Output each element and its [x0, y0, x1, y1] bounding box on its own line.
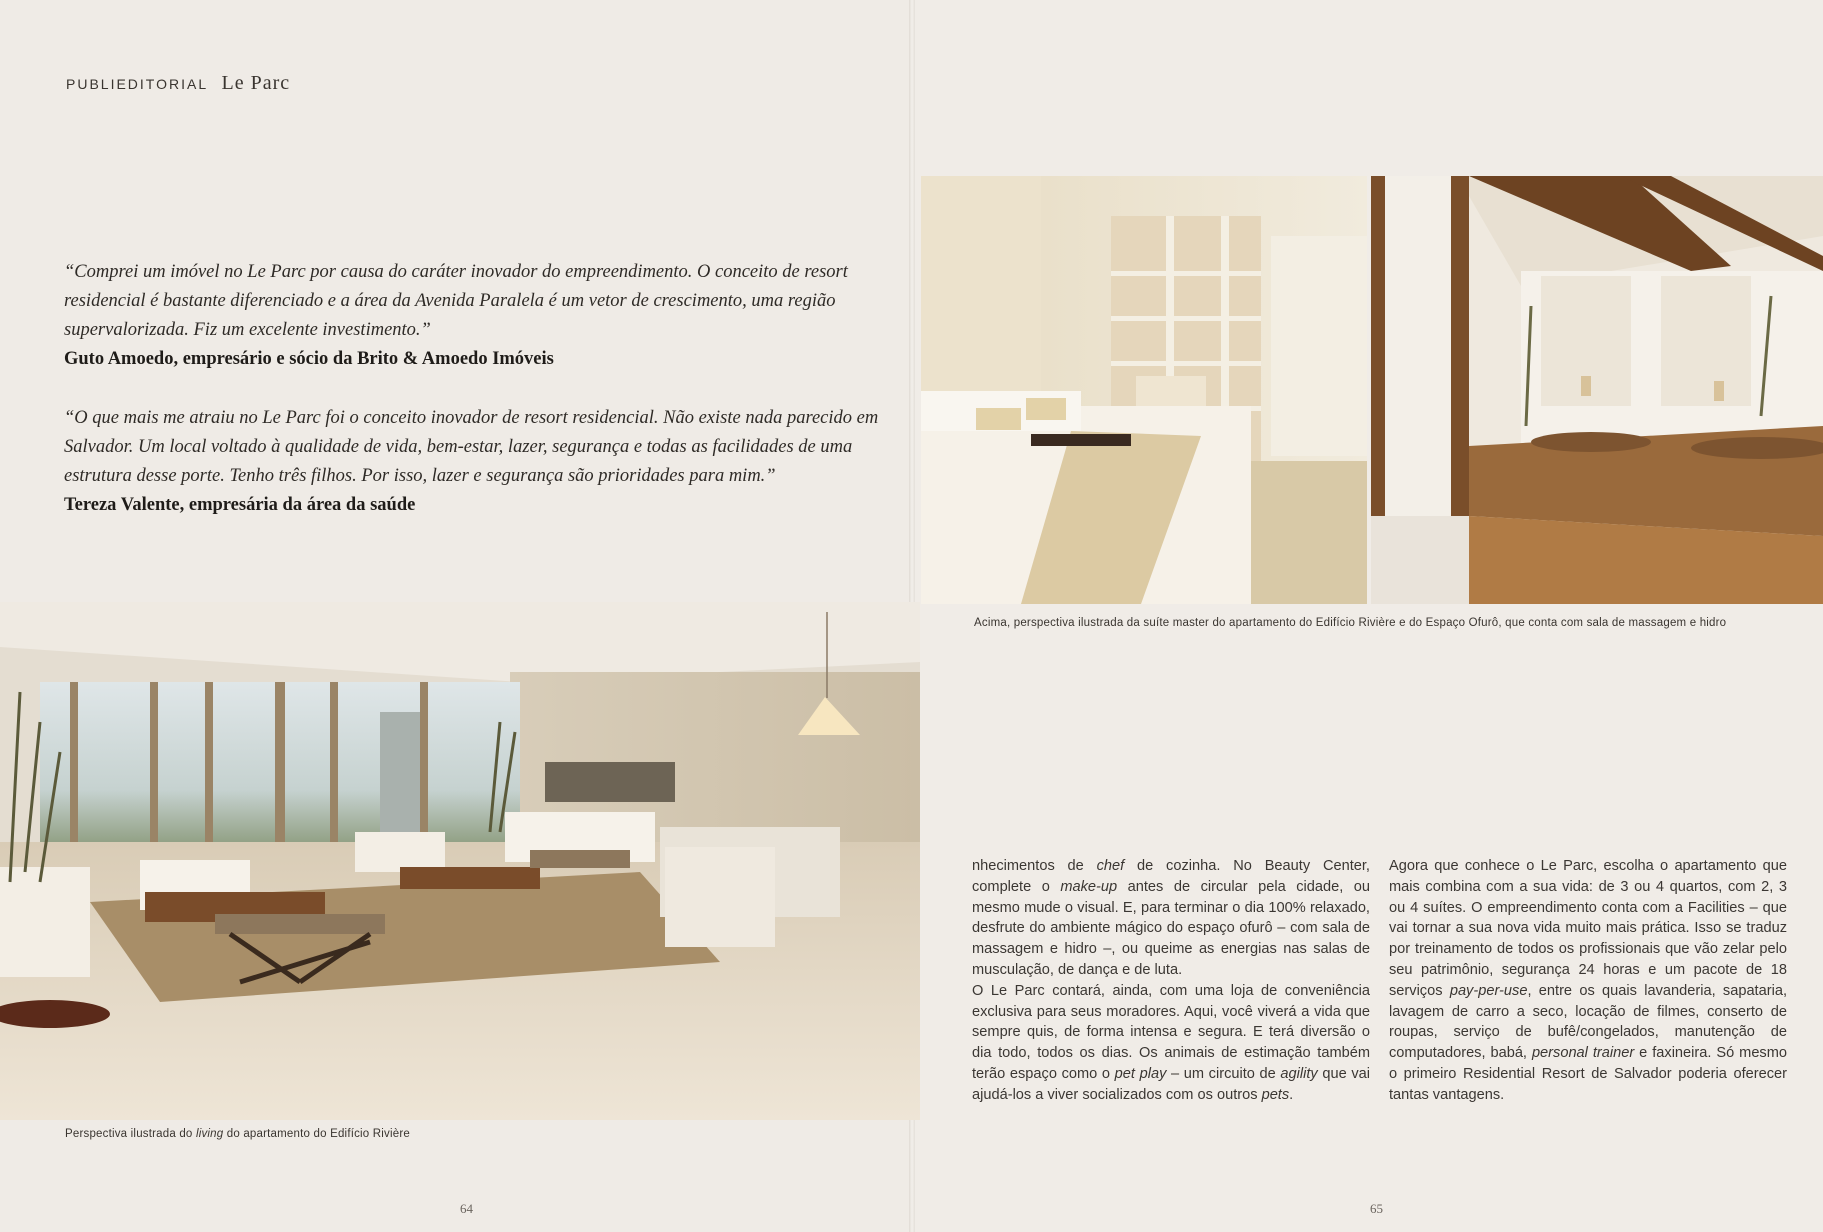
body-text: – um circuito de: [1166, 1065, 1281, 1082]
body-text: e faxineira. Só mesmo o primeiro Residential Resort de Salvador poderia oferecer tantas vantagens.: [1389, 1045, 1788, 1103]
body-text: Agora que conhece o Le Parc, escolha o apartamento que mais combina com a sua vida: de 3 ou 4 quartos, com 2, 3 ou 4 suítes. O empreendimento conta com a Facilities – que vai tornar a sua nova vida muito mais prática. Isso se traduz por treinamento de todos os profissionais que vão zelar pelo seu patrimônio, segurança 24 horas e um pacote de 18 serviços: [1389, 858, 1787, 999]
body-text: de cozinha. No Beauty Center, complete o: [972, 858, 1370, 895]
body-text: O Le Parc contará, ainda, com uma loja de conveniência exclusiva para seus moradores. Aqui, você viverá a vida que sempre quis, de forma intensa e segura. E terá diversão o dia todo, todos os dias. Os animais de estimação também terão espaço como o: [972, 982, 1370, 1082]
bedroom-photo: [921, 176, 1367, 604]
body-text: .: [1289, 1086, 1294, 1103]
body-text: nhecimentos de: [972, 858, 1097, 874]
testimonial-author: Tereza Valente, empresária da área da saúde: [64, 495, 416, 515]
body-text-italic: pay-per-use: [1449, 982, 1528, 999]
page-number-left: 64: [460, 1201, 473, 1216]
testimonial-quote: “O que mais me atraiu no Le Parc foi o conceito inovador de resort residencial. Não existe nada parecido em Salvador. Um local voltado à qualidade de vida, bem-estar, lazer, segurança e todas as facilidades de uma estrutura desse porte. Tenho três filhos. Por isso, lazer e segurança são prioridades para mim.”: [64, 408, 879, 486]
living-photo-caption: [65, 1128, 410, 1140]
body-paragraph: [1389, 856, 1787, 1106]
testimonial-quote: “Comprei um imóvel no Le Parc por causa do caráter inovador do empreendimento. O conceito de resort residencial é bastante diferenciado e a área da Avenida Paralela é um vetor de crescimento, uma região supervalorizada. Fiz um excelente investimento.”: [64, 262, 848, 340]
body-text-italic: pet play: [1114, 1065, 1167, 1082]
testimonial-author: Guto Amoedo, empresário e sócio da Brito & Amoedo Imóveis: [64, 349, 554, 369]
body-paragraph: [972, 856, 1370, 981]
body-text: antes de circular pela cidade, ou mesmo mude o visual. E, para terminar o dia 100% relaxado, desfrute do ambiente mágico do espaço ofurô – com sala de massagem e hidro –, ou queime as energias nas salas de musculação, de dança e de luta.: [972, 878, 1370, 978]
page-number-right: 65: [1370, 1201, 1383, 1216]
brand-name: Le Parc: [221, 72, 291, 94]
section-header: [66, 72, 290, 95]
bedroom-ofuro-caption: Acima, perspectiva ilustrada da suíte master do apartamento do Edifício Rivière e do Espaço Ofurô, que conta com sala de massagem e hidro: [974, 617, 1727, 629]
body-text-italic: pets: [1261, 1086, 1290, 1103]
body-text: que vai ajudá-los a viver socializados com os outros: [972, 1065, 1370, 1103]
body-text-italic: personal trainer: [1531, 1045, 1635, 1062]
body-text: , entre os quais lavanderia, sapataria, lavagem de carro a seco, locação de filmes, conserto de roupas, serviço de bufê/congelados, manutenção de computadores, babá,: [1389, 982, 1787, 1062]
body-column-2: [1389, 856, 1787, 1106]
caption-text: do apartamento do Edifício Rivière: [223, 1128, 410, 1140]
body-text-italic: make-up: [1060, 878, 1118, 895]
living-room-photo: [0, 602, 920, 1120]
testimonials: [64, 258, 894, 550]
body-text-italic: agility: [1280, 1065, 1318, 1082]
ofuro-space-photo: [1371, 176, 1823, 604]
body-paragraph: [972, 981, 1370, 1106]
caption-text: Perspectiva ilustrada do: [65, 1128, 196, 1140]
caption-text-italic: living: [195, 1128, 224, 1140]
section-label: PUBLIEDITORIAL: [66, 76, 208, 92]
body-text-italic: chef: [1096, 858, 1125, 874]
body-column-1: [972, 856, 1370, 1106]
